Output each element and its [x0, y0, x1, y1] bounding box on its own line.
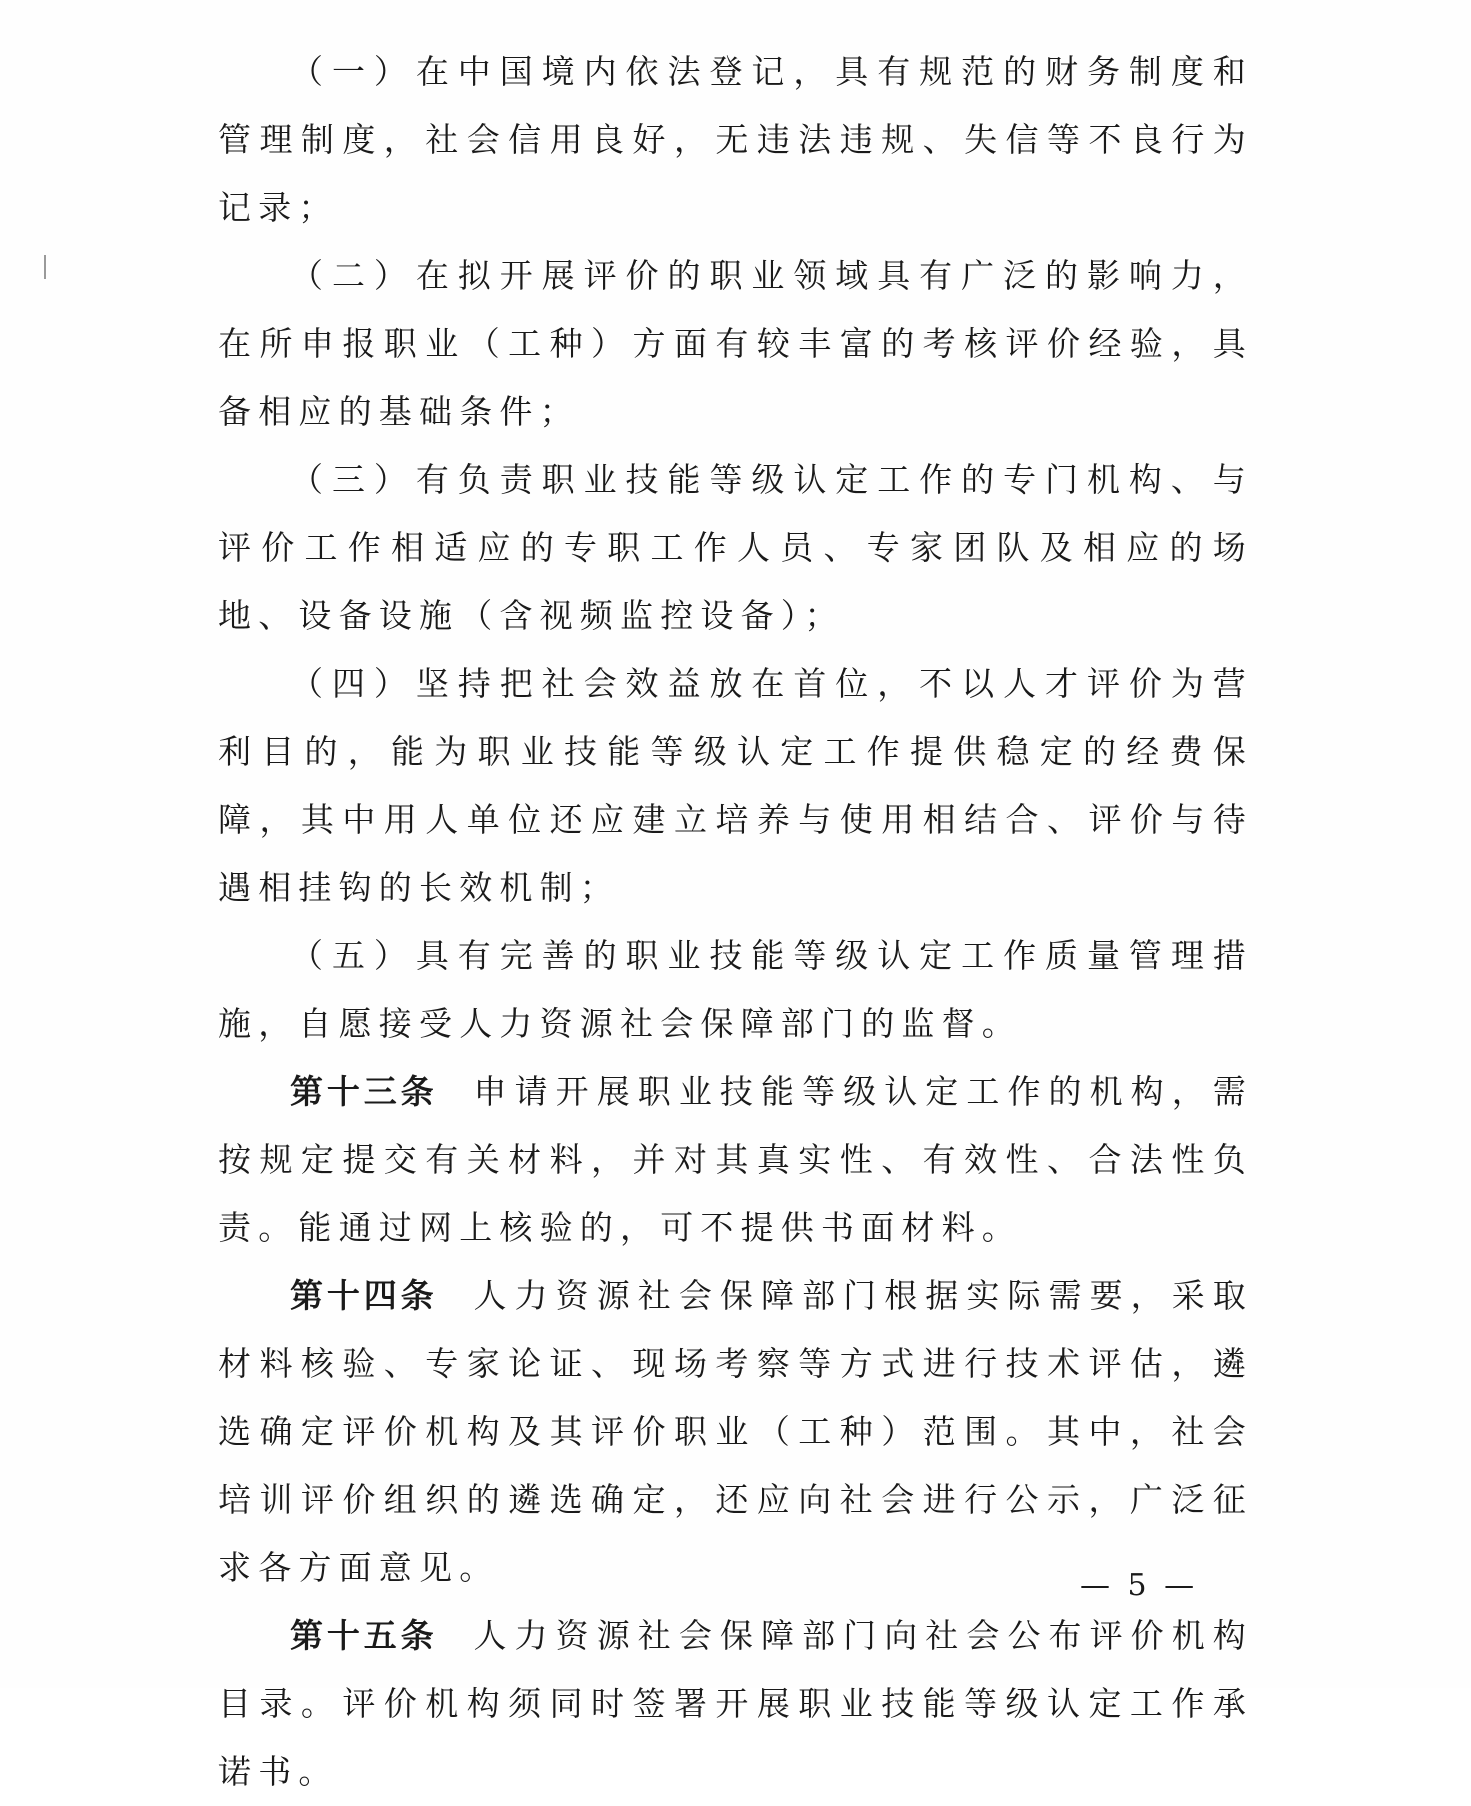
article-13	[218, 1058, 1253, 1262]
clause-item-2-text: （二）在拟开展评价的职业领域具有广泛的影响力，在所申报职业（工种）方面有较丰富的考核评价经验，具备相应的基础条件；	[218, 256, 1253, 431]
article-14-heading: 第十四条	[290, 1276, 438, 1315]
article-15-text: 人力资源社会保障部门向社会公布评价机构目录。评价机构须同时签署开展职业技能等级认定工作承诺书。	[218, 1616, 1253, 1791]
clause-item-4	[218, 650, 1253, 922]
scan-artifact-mark	[44, 255, 46, 279]
article-15	[218, 1602, 1253, 1806]
clause-item-4-text: （四）坚持把社会效益放在首位，不以人才评价为营利目的，能为职业技能等级认定工作提供稳定的经费保障，其中用人单位还应建立培养与使用相结合、评价与待遇相挂钩的长效机制；	[218, 664, 1253, 907]
article-14-text: 人力资源社会保障部门根据实际需要，采取材料核验、专家论证、现场考察等方式进行技术评估，遴选确定评价机构及其评价职业（工种）范围。其中，社会培训评价组织的遴选确定，还应向社会进行公示，广泛征求各方面意见。	[218, 1276, 1253, 1587]
article-13-text: 申请开展职业技能等级认定工作的机构，需按规定提交有关材料，并对其真实性、有效性、合法性负责。能通过网上核验的，可不提供书面材料。	[218, 1072, 1253, 1247]
clause-item-1-text: （一）在中国境内依法登记，具有规范的财务制度和管理制度，社会信用良好，无违法违规、失信等不良行为记录；	[218, 52, 1253, 227]
article-15-heading: 第十五条	[290, 1616, 438, 1655]
article-13-heading: 第十三条	[290, 1072, 438, 1111]
clause-item-3	[218, 446, 1253, 650]
clause-item-5	[218, 922, 1253, 1058]
clause-item-2	[218, 242, 1253, 446]
clause-item-1	[218, 38, 1253, 242]
clause-item-3-text: （三）有负责职业技能等级认定工作的专门机构、与评价工作相适应的专职工作人员、专家团队及相应的场地、设备设施（含视频监控设备）；	[218, 460, 1253, 635]
article-14	[218, 1262, 1253, 1602]
page-number: — 5 —	[1080, 1568, 1199, 1603]
clause-item-5-text: （五）具有完善的职业技能等级认定工作质量管理措施，自愿接受人力资源社会保障部门的监督。	[218, 936, 1253, 1043]
document-body	[218, 38, 1253, 1806]
